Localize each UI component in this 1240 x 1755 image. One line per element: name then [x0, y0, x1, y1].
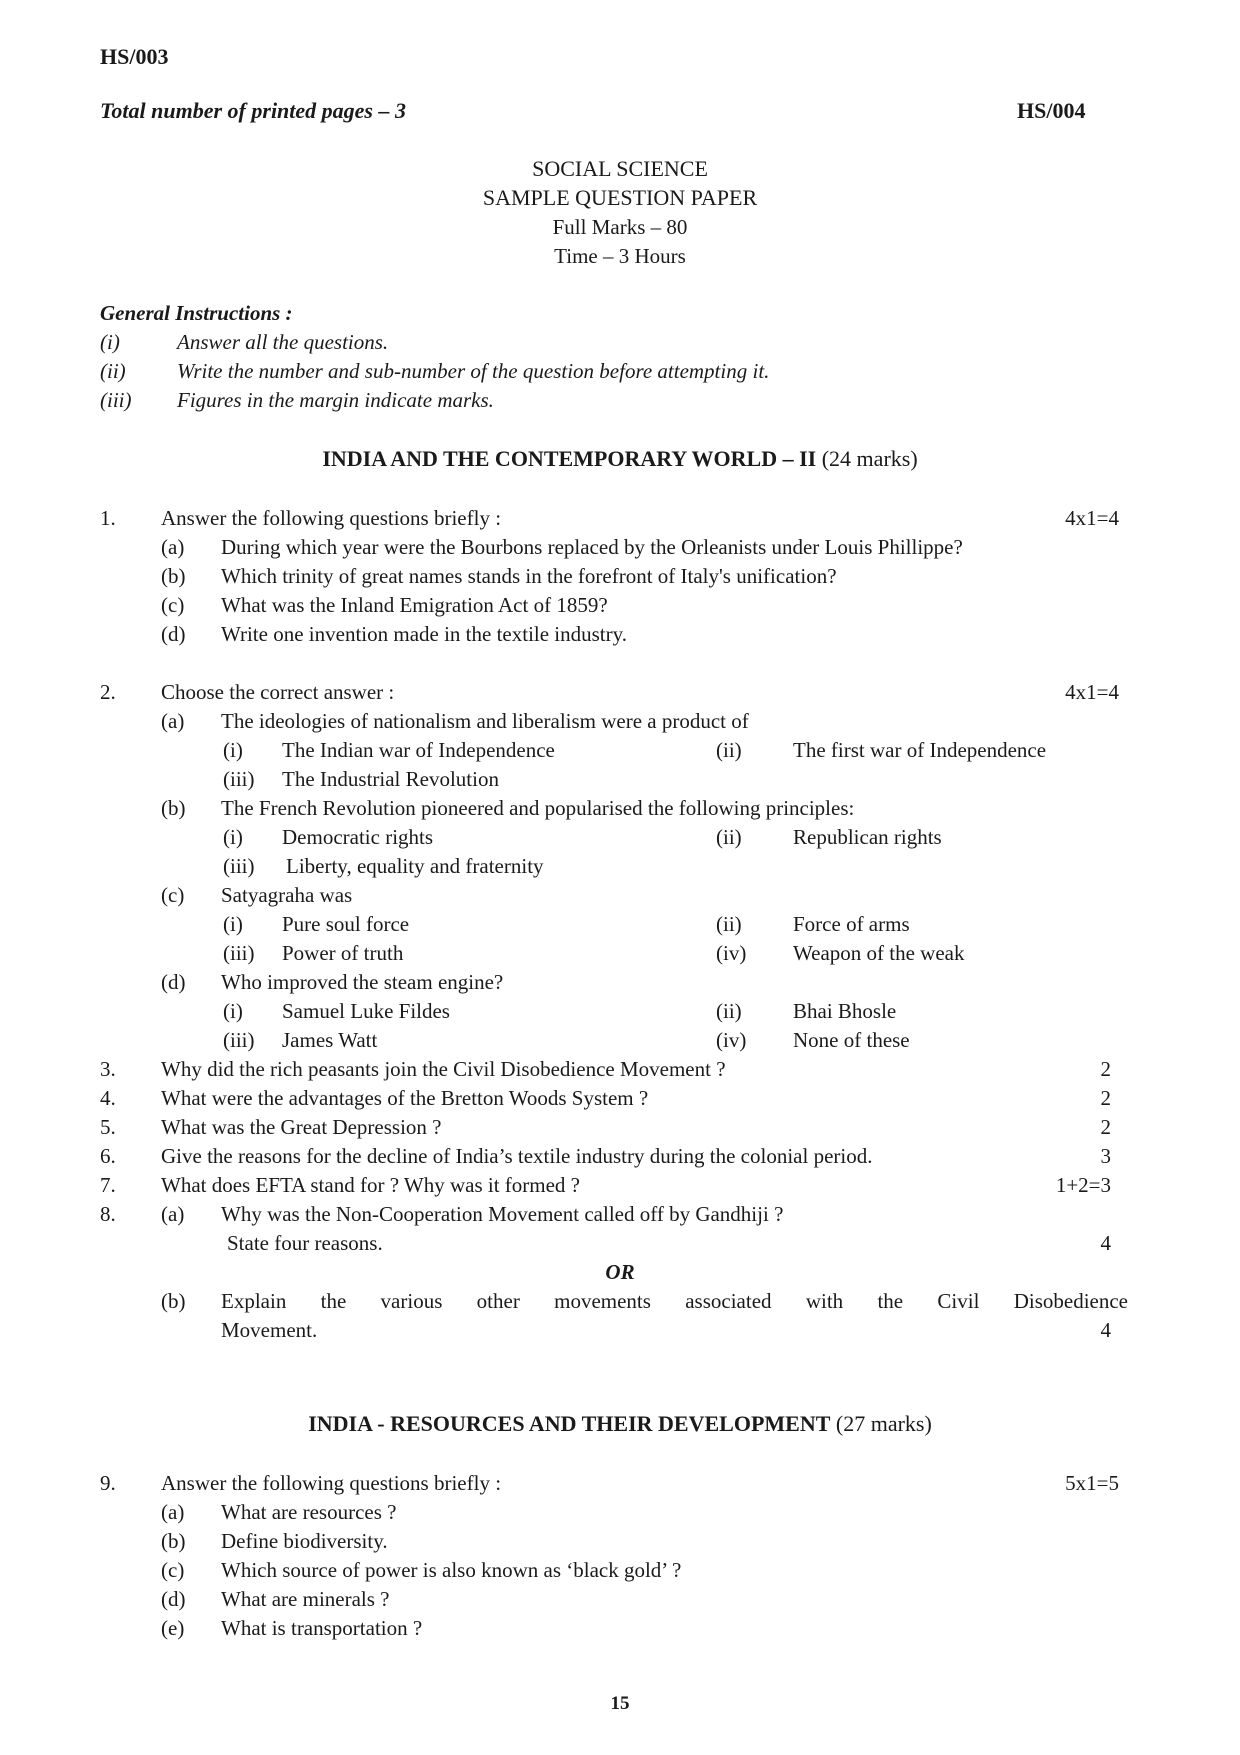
instruction-num: (iii): [100, 388, 132, 412]
question-marks: 4: [1100, 1318, 1111, 1342]
option-text: Weapon of the weak: [793, 941, 965, 965]
part-text: During which year were the Bourbons replaced by the Orleanists under Louis Phillippe?: [221, 535, 963, 559]
option-label: (i): [223, 738, 243, 762]
part-text: What is transportation ?: [221, 1616, 423, 1640]
question-number: 7.: [100, 1173, 116, 1197]
instruction-num: (ii): [100, 359, 126, 383]
option-label: (iii): [223, 1028, 255, 1052]
paper-code-top: HS/003: [100, 44, 169, 69]
part-text: Who improved the steam engine?: [221, 970, 504, 994]
option-text: Force of arms: [793, 912, 910, 936]
question-number: 8.: [100, 1202, 116, 1226]
part-label: (a): [161, 1202, 185, 1226]
question-text: Why did the rich peasants join the Civil Disobedience Movement ?: [161, 1057, 726, 1081]
option-label: (i): [223, 912, 243, 936]
part-text: Write one invention made in the textile industry.: [221, 622, 628, 646]
part-text: What are resources ?: [221, 1500, 397, 1524]
part-label: (a): [161, 1500, 185, 1524]
part-text: Which source of power is also known as ‘black gold’ ?: [221, 1558, 682, 1582]
option-label: (iv): [716, 1028, 747, 1052]
option-label: (ii): [716, 999, 742, 1023]
part-text-continued: Movement.: [221, 1318, 318, 1342]
section-marks: (27 marks): [835, 1411, 932, 1436]
option-text: Democratic rights: [282, 825, 434, 849]
part-text: Why was the Non-Cooperation Movement called off by Gandhiji ?: [221, 1202, 784, 1226]
question-marks: 4x1=4: [1065, 506, 1119, 530]
part-text: Explain the various other movements associated with the Civil Disobedience: [221, 1289, 1128, 1313]
option-label: (iii): [223, 854, 255, 878]
part-text: What are minerals ?: [221, 1587, 390, 1611]
question-number: 1.: [100, 506, 116, 530]
section-title: [0, 1411, 1240, 1437]
part-text-continued: State four reasons.: [227, 1231, 383, 1255]
part-label: (e): [161, 1616, 185, 1640]
part-text: Which trinity of great names stands in the forefront of Italy's unification?: [221, 564, 837, 588]
section-title: [0, 446, 1240, 472]
part-label: (c): [161, 883, 185, 907]
option-text: Samuel Luke Fildes: [282, 999, 450, 1023]
part-label: (b): [161, 796, 186, 820]
part-label: (d): [161, 1587, 186, 1611]
part-text: The ideologies of nationalism and liberalism were a product of: [221, 709, 749, 733]
question-number: 5.: [100, 1115, 116, 1139]
option-label: (iii): [223, 767, 255, 791]
total-pages-note: Total number of printed pages – 3: [100, 98, 406, 123]
option-text: The first war of Independence: [793, 738, 1047, 762]
option-label: (iv): [716, 941, 747, 965]
question-marks: 5x1=5: [1065, 1471, 1119, 1495]
question-number: 2.: [100, 680, 116, 704]
question-marks: 2: [1100, 1086, 1111, 1110]
time-allowed: Time – 3 Hours: [554, 244, 686, 268]
section-name: INDIA - RESOURCES AND THEIR DEVELOPMENT: [308, 1411, 831, 1436]
part-text: The French Revolution pioneered and popularised the following principles:: [221, 796, 855, 820]
question-number: 3.: [100, 1057, 116, 1081]
question-text: Choose the correct answer :: [161, 680, 395, 704]
part-label: (d): [161, 622, 186, 646]
option-text: Republican rights: [793, 825, 942, 849]
section-marks: (24 marks): [821, 446, 918, 471]
question-number: 4.: [100, 1086, 116, 1110]
question-marks: 4x1=4: [1065, 680, 1119, 704]
instruction-num: (i): [100, 330, 120, 354]
instructions-heading: General Instructions :: [100, 301, 293, 325]
instruction-text: Figures in the margin indicate marks.: [177, 388, 494, 412]
question-marks: 2: [1100, 1057, 1111, 1081]
paper-code-right: HS/004: [1017, 98, 1086, 123]
question-text: Answer the following questions briefly :: [161, 1471, 502, 1495]
part-label: (b): [161, 1529, 186, 1553]
question-marks: 1+2=3: [1055, 1173, 1111, 1197]
question-text: Give the reasons for the decline of India’s textile industry during the colonial period.: [161, 1144, 873, 1168]
part-text: Define biodiversity.: [221, 1529, 388, 1553]
section-name: INDIA AND THE CONTEMPORARY WORLD – II: [322, 446, 817, 471]
question-text: What were the advantages of the Bretton Woods System ?: [161, 1086, 649, 1110]
instruction-text: Answer all the questions.: [177, 330, 389, 354]
option-label: (i): [223, 999, 243, 1023]
option-text: Bhai Bhosle: [793, 999, 897, 1023]
question-text: What was the Great Depression ?: [161, 1115, 442, 1139]
option-text: The Indian war of Independence: [282, 738, 555, 762]
option-text: The Industrial Revolution: [282, 767, 499, 791]
part-label: (a): [161, 535, 185, 559]
option-label: (ii): [716, 912, 742, 936]
option-label: (i): [223, 825, 243, 849]
question-text: Answer the following questions briefly :: [161, 506, 502, 530]
option-text: James Watt: [282, 1028, 378, 1052]
question-number: 6.: [100, 1144, 116, 1168]
or-separator: OR: [605, 1260, 635, 1284]
full-marks: Full Marks – 80: [552, 215, 688, 239]
question-marks: 4: [1100, 1231, 1111, 1255]
question-marks: 3: [1100, 1144, 1111, 1168]
paper-title: SAMPLE QUESTION PAPER: [482, 185, 758, 210]
question-number: 9.: [100, 1471, 116, 1495]
part-label: (b): [161, 1289, 186, 1313]
option-text: Pure soul force: [282, 912, 410, 936]
page-number: 15: [610, 1693, 630, 1714]
part-label: (d): [161, 970, 186, 994]
option-text: Liberty, equality and fraternity: [286, 854, 544, 878]
part-label: (c): [161, 1558, 185, 1582]
part-text: What was the Inland Emigration Act of 1859?: [221, 593, 608, 617]
subject-title: SOCIAL SCIENCE: [532, 156, 708, 181]
instruction-text: Write the number and sub-number of the question before attempting it.: [177, 359, 770, 383]
option-label: (ii): [716, 738, 742, 762]
option-text: Power of truth: [282, 941, 404, 965]
part-label: (c): [161, 593, 185, 617]
part-label: (a): [161, 709, 185, 733]
question-marks: 2: [1100, 1115, 1111, 1139]
option-label: (iii): [223, 941, 255, 965]
option-label: (ii): [716, 825, 742, 849]
option-text: None of these: [793, 1028, 910, 1052]
part-label: (b): [161, 564, 186, 588]
question-text: What does EFTA stand for ? Why was it formed ?: [161, 1173, 580, 1197]
part-text: Satyagraha was: [221, 883, 353, 907]
